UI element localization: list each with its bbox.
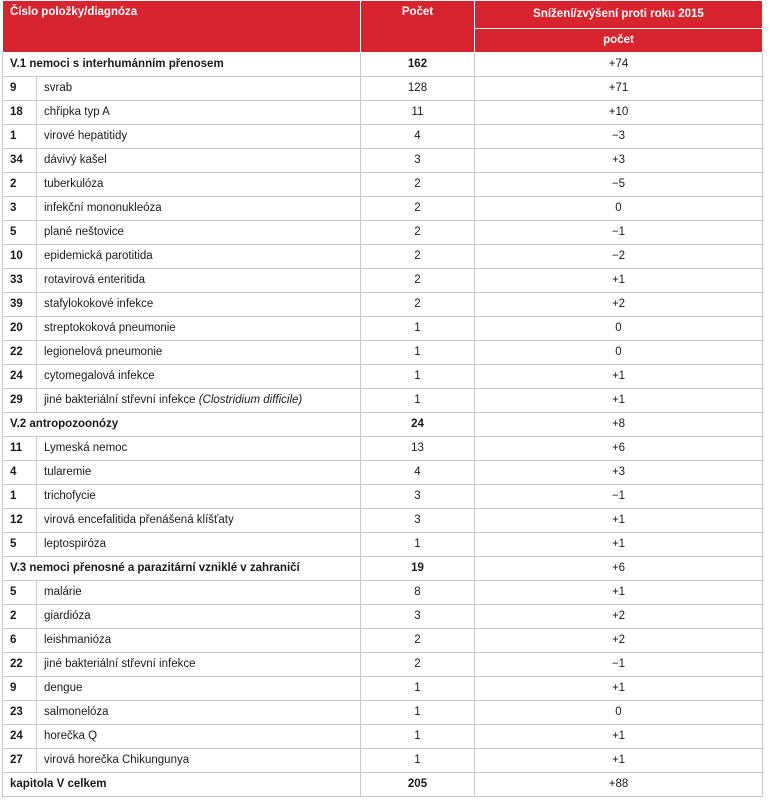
item-number: 5: [3, 533, 37, 557]
table-row: [3, 221, 763, 245]
diagnosis-name-text: tularemie: [44, 466, 92, 478]
diagnosis-name: [37, 317, 361, 341]
diagnosis-name: [37, 149, 361, 173]
item-delta: −5: [475, 173, 763, 197]
item-count: 4: [361, 125, 475, 149]
diagnosis-name-text: chřipka typ A: [44, 106, 110, 118]
diagnosis-name: [37, 293, 361, 317]
item-delta: 0: [475, 701, 763, 725]
diagnosis-name: [37, 749, 361, 773]
header-item: Číslo položky/diagnóza: [3, 1, 361, 53]
diagnosis-name-text: cytomegalová infekce: [44, 370, 155, 382]
item-count: 2: [361, 269, 475, 293]
diagnosis-name: [37, 701, 361, 725]
item-number: 11: [3, 437, 37, 461]
item-count: 3: [361, 605, 475, 629]
item-count: 2: [361, 629, 475, 653]
total-count: 205: [361, 773, 475, 797]
table-row: [3, 461, 763, 485]
header-count: Počet: [361, 1, 475, 53]
section-delta: +8: [475, 413, 763, 437]
item-number: 9: [3, 677, 37, 701]
table-row: [3, 749, 763, 773]
section-count: 162: [361, 53, 475, 77]
diagnosis-name-text: horečka Q: [44, 730, 98, 742]
item-count: 4: [361, 461, 475, 485]
diagnosis-name-text: virová horečka Chikungunya: [44, 754, 190, 766]
diagnosis-name-text: giardióza: [44, 610, 91, 622]
item-delta: +1: [475, 509, 763, 533]
diagnosis-name: [37, 365, 361, 389]
diagnosis-name: [37, 509, 361, 533]
diagnosis-name-text: salmonelóza: [44, 706, 109, 718]
item-count: 3: [361, 509, 475, 533]
item-number: 1: [3, 485, 37, 509]
item-count: 1: [361, 749, 475, 773]
diagnosis-name-italic: (Clostridium difficile): [198, 394, 303, 406]
item-count: 11: [361, 101, 475, 125]
item-number: 2: [3, 173, 37, 197]
item-delta: +6: [475, 437, 763, 461]
item-count: 2: [361, 653, 475, 677]
item-delta: −2: [475, 245, 763, 269]
diagnosis-name: [37, 389, 361, 413]
item-count: 2: [361, 197, 475, 221]
item-delta: +1: [475, 677, 763, 701]
item-count: 1: [361, 533, 475, 557]
total-delta: +88: [475, 773, 763, 797]
item-number: 10: [3, 245, 37, 269]
header-change: Snížení/zvýšení proti roku 2015: [475, 1, 763, 29]
diagnosis-name-text: dengue: [44, 682, 83, 694]
item-delta: +2: [475, 293, 763, 317]
table-row: [3, 581, 763, 605]
item-number: 33: [3, 269, 37, 293]
diagnosis-name: [37, 581, 361, 605]
item-number: 12: [3, 509, 37, 533]
item-count: 3: [361, 149, 475, 173]
table-row: [3, 629, 763, 653]
item-number: 9: [3, 77, 37, 101]
diagnosis-name: [37, 77, 361, 101]
diagnosis-name-text: epidemická parotitida: [44, 250, 153, 262]
diagnosis-name-text: stafylokokové infekce: [44, 298, 154, 310]
table-row: [3, 77, 763, 101]
item-count: 8: [361, 581, 475, 605]
table-row: [3, 293, 763, 317]
table-row: [3, 269, 763, 293]
diagnosis-name-text: legionelová pneumonie: [44, 346, 163, 358]
section-count: 24: [361, 413, 475, 437]
item-count: 1: [361, 725, 475, 749]
item-count: 2: [361, 245, 475, 269]
table-row: [3, 125, 763, 149]
diagnosis-name: [37, 173, 361, 197]
table-row: [3, 197, 763, 221]
item-number: 24: [3, 725, 37, 749]
item-number: 29: [3, 389, 37, 413]
section-title: V.2 antropozoonózy: [3, 413, 361, 437]
table-row: [3, 341, 763, 365]
total-label: kapitola V celkem: [3, 773, 361, 797]
header-change-sub: počet: [475, 29, 763, 53]
item-count: 128: [361, 77, 475, 101]
item-count: 2: [361, 293, 475, 317]
diagnosis-name: [37, 629, 361, 653]
item-delta: +1: [475, 725, 763, 749]
item-delta: +2: [475, 605, 763, 629]
diagnosis-name-text: svrab: [44, 82, 73, 94]
diagnosis-name: [37, 485, 361, 509]
item-delta: +10: [475, 101, 763, 125]
table-row: [3, 725, 763, 749]
item-delta: +1: [475, 749, 763, 773]
item-count: 1: [361, 365, 475, 389]
section-title: V.1 nemoci s interhumánním přenosem: [3, 53, 361, 77]
table-row: [3, 653, 763, 677]
diagnosis-name-text: leptospiróza: [44, 538, 107, 550]
diagnosis-name: [37, 533, 361, 557]
diagnosis-name-text: jiné bakteriální střevní infekce: [44, 658, 196, 670]
item-count: 1: [361, 341, 475, 365]
item-number: 3: [3, 197, 37, 221]
diagnosis-name: [37, 269, 361, 293]
diagnosis-name: [37, 101, 361, 125]
section-title: V.3 nemoci přenosné a parazitární vzniklé v zahraničí: [3, 557, 361, 581]
table-row: [3, 605, 763, 629]
diagnosis-table: [2, 0, 763, 797]
diagnosis-name-text: malárie: [44, 586, 82, 598]
section-row: [3, 557, 763, 581]
section-row: [3, 413, 763, 437]
item-delta: +71: [475, 77, 763, 101]
item-delta: +1: [475, 581, 763, 605]
item-count: 1: [361, 701, 475, 725]
diagnosis-name: [37, 341, 361, 365]
diagnosis-name-text: dávivý kašel: [44, 154, 107, 166]
table-row: [3, 389, 763, 413]
item-delta: +1: [475, 269, 763, 293]
diagnosis-name-text: jiné bakteriální střevní infekce: [44, 394, 199, 406]
item-delta: −1: [475, 221, 763, 245]
table-row: [3, 437, 763, 461]
item-number: 22: [3, 341, 37, 365]
item-delta: 0: [475, 317, 763, 341]
item-count: 2: [361, 221, 475, 245]
item-delta: 0: [475, 341, 763, 365]
diagnosis-name: [37, 677, 361, 701]
diagnosis-name: [37, 653, 361, 677]
diagnosis-name: [37, 125, 361, 149]
table-row: [3, 533, 763, 557]
item-delta: +1: [475, 533, 763, 557]
item-delta: +1: [475, 389, 763, 413]
item-count: 3: [361, 485, 475, 509]
diagnosis-name-text: leishmanióza: [44, 634, 112, 646]
table-row: [3, 317, 763, 341]
item-number: 24: [3, 365, 37, 389]
table-row: [3, 677, 763, 701]
section-delta: +6: [475, 557, 763, 581]
total-row: [3, 773, 763, 797]
diagnosis-name: [37, 245, 361, 269]
item-count: 1: [361, 677, 475, 701]
table-header: [3, 1, 763, 53]
item-number: 6: [3, 629, 37, 653]
section-count: 19: [361, 557, 475, 581]
table-row: [3, 245, 763, 269]
table-row: [3, 365, 763, 389]
item-delta: −3: [475, 125, 763, 149]
table-row: [3, 173, 763, 197]
item-number: 34: [3, 149, 37, 173]
section-delta: +74: [475, 53, 763, 77]
diagnosis-name-text: plané neštovice: [44, 226, 124, 238]
item-number: 39: [3, 293, 37, 317]
item-number: 23: [3, 701, 37, 725]
item-number: 27: [3, 749, 37, 773]
diagnosis-name-text: trichofycie: [44, 490, 96, 502]
diagnosis-name-text: virové hepatitidy: [44, 130, 128, 142]
table-row: [3, 701, 763, 725]
diagnosis-name-text: streptokoková pneumonie: [44, 322, 176, 334]
item-delta: +1: [475, 365, 763, 389]
item-number: 4: [3, 461, 37, 485]
diagnosis-name: [37, 437, 361, 461]
item-number: 2: [3, 605, 37, 629]
table-row: [3, 101, 763, 125]
item-delta: 0: [475, 197, 763, 221]
item-number: 18: [3, 101, 37, 125]
item-delta: +3: [475, 461, 763, 485]
section-row: [3, 53, 763, 77]
item-number: 5: [3, 581, 37, 605]
table-row: [3, 509, 763, 533]
item-count: 13: [361, 437, 475, 461]
diagnosis-name-text: Lymeská nemoc: [44, 442, 128, 454]
diagnosis-name: [37, 725, 361, 749]
item-delta: −1: [475, 485, 763, 509]
item-number: 22: [3, 653, 37, 677]
item-delta: +3: [475, 149, 763, 173]
diagnosis-name-text: rotavirová enteritida: [44, 274, 145, 286]
item-count: 2: [361, 173, 475, 197]
table-row: [3, 149, 763, 173]
table-body: [3, 53, 763, 797]
diagnosis-name-text: infekční mononukleóza: [44, 202, 162, 214]
item-number: 1: [3, 125, 37, 149]
diagnosis-name: [37, 605, 361, 629]
item-count: 1: [361, 317, 475, 341]
item-delta: −1: [475, 653, 763, 677]
diagnosis-name-text: virová encefalitida přenášená klíšťaty: [44, 514, 234, 526]
item-count: 1: [361, 389, 475, 413]
item-delta: +2: [475, 629, 763, 653]
diagnosis-name: [37, 221, 361, 245]
item-number: 20: [3, 317, 37, 341]
table-row: [3, 485, 763, 509]
diagnosis-name: [37, 197, 361, 221]
item-number: 5: [3, 221, 37, 245]
diagnosis-name: [37, 461, 361, 485]
diagnosis-name-text: tuberkulóza: [44, 178, 104, 190]
